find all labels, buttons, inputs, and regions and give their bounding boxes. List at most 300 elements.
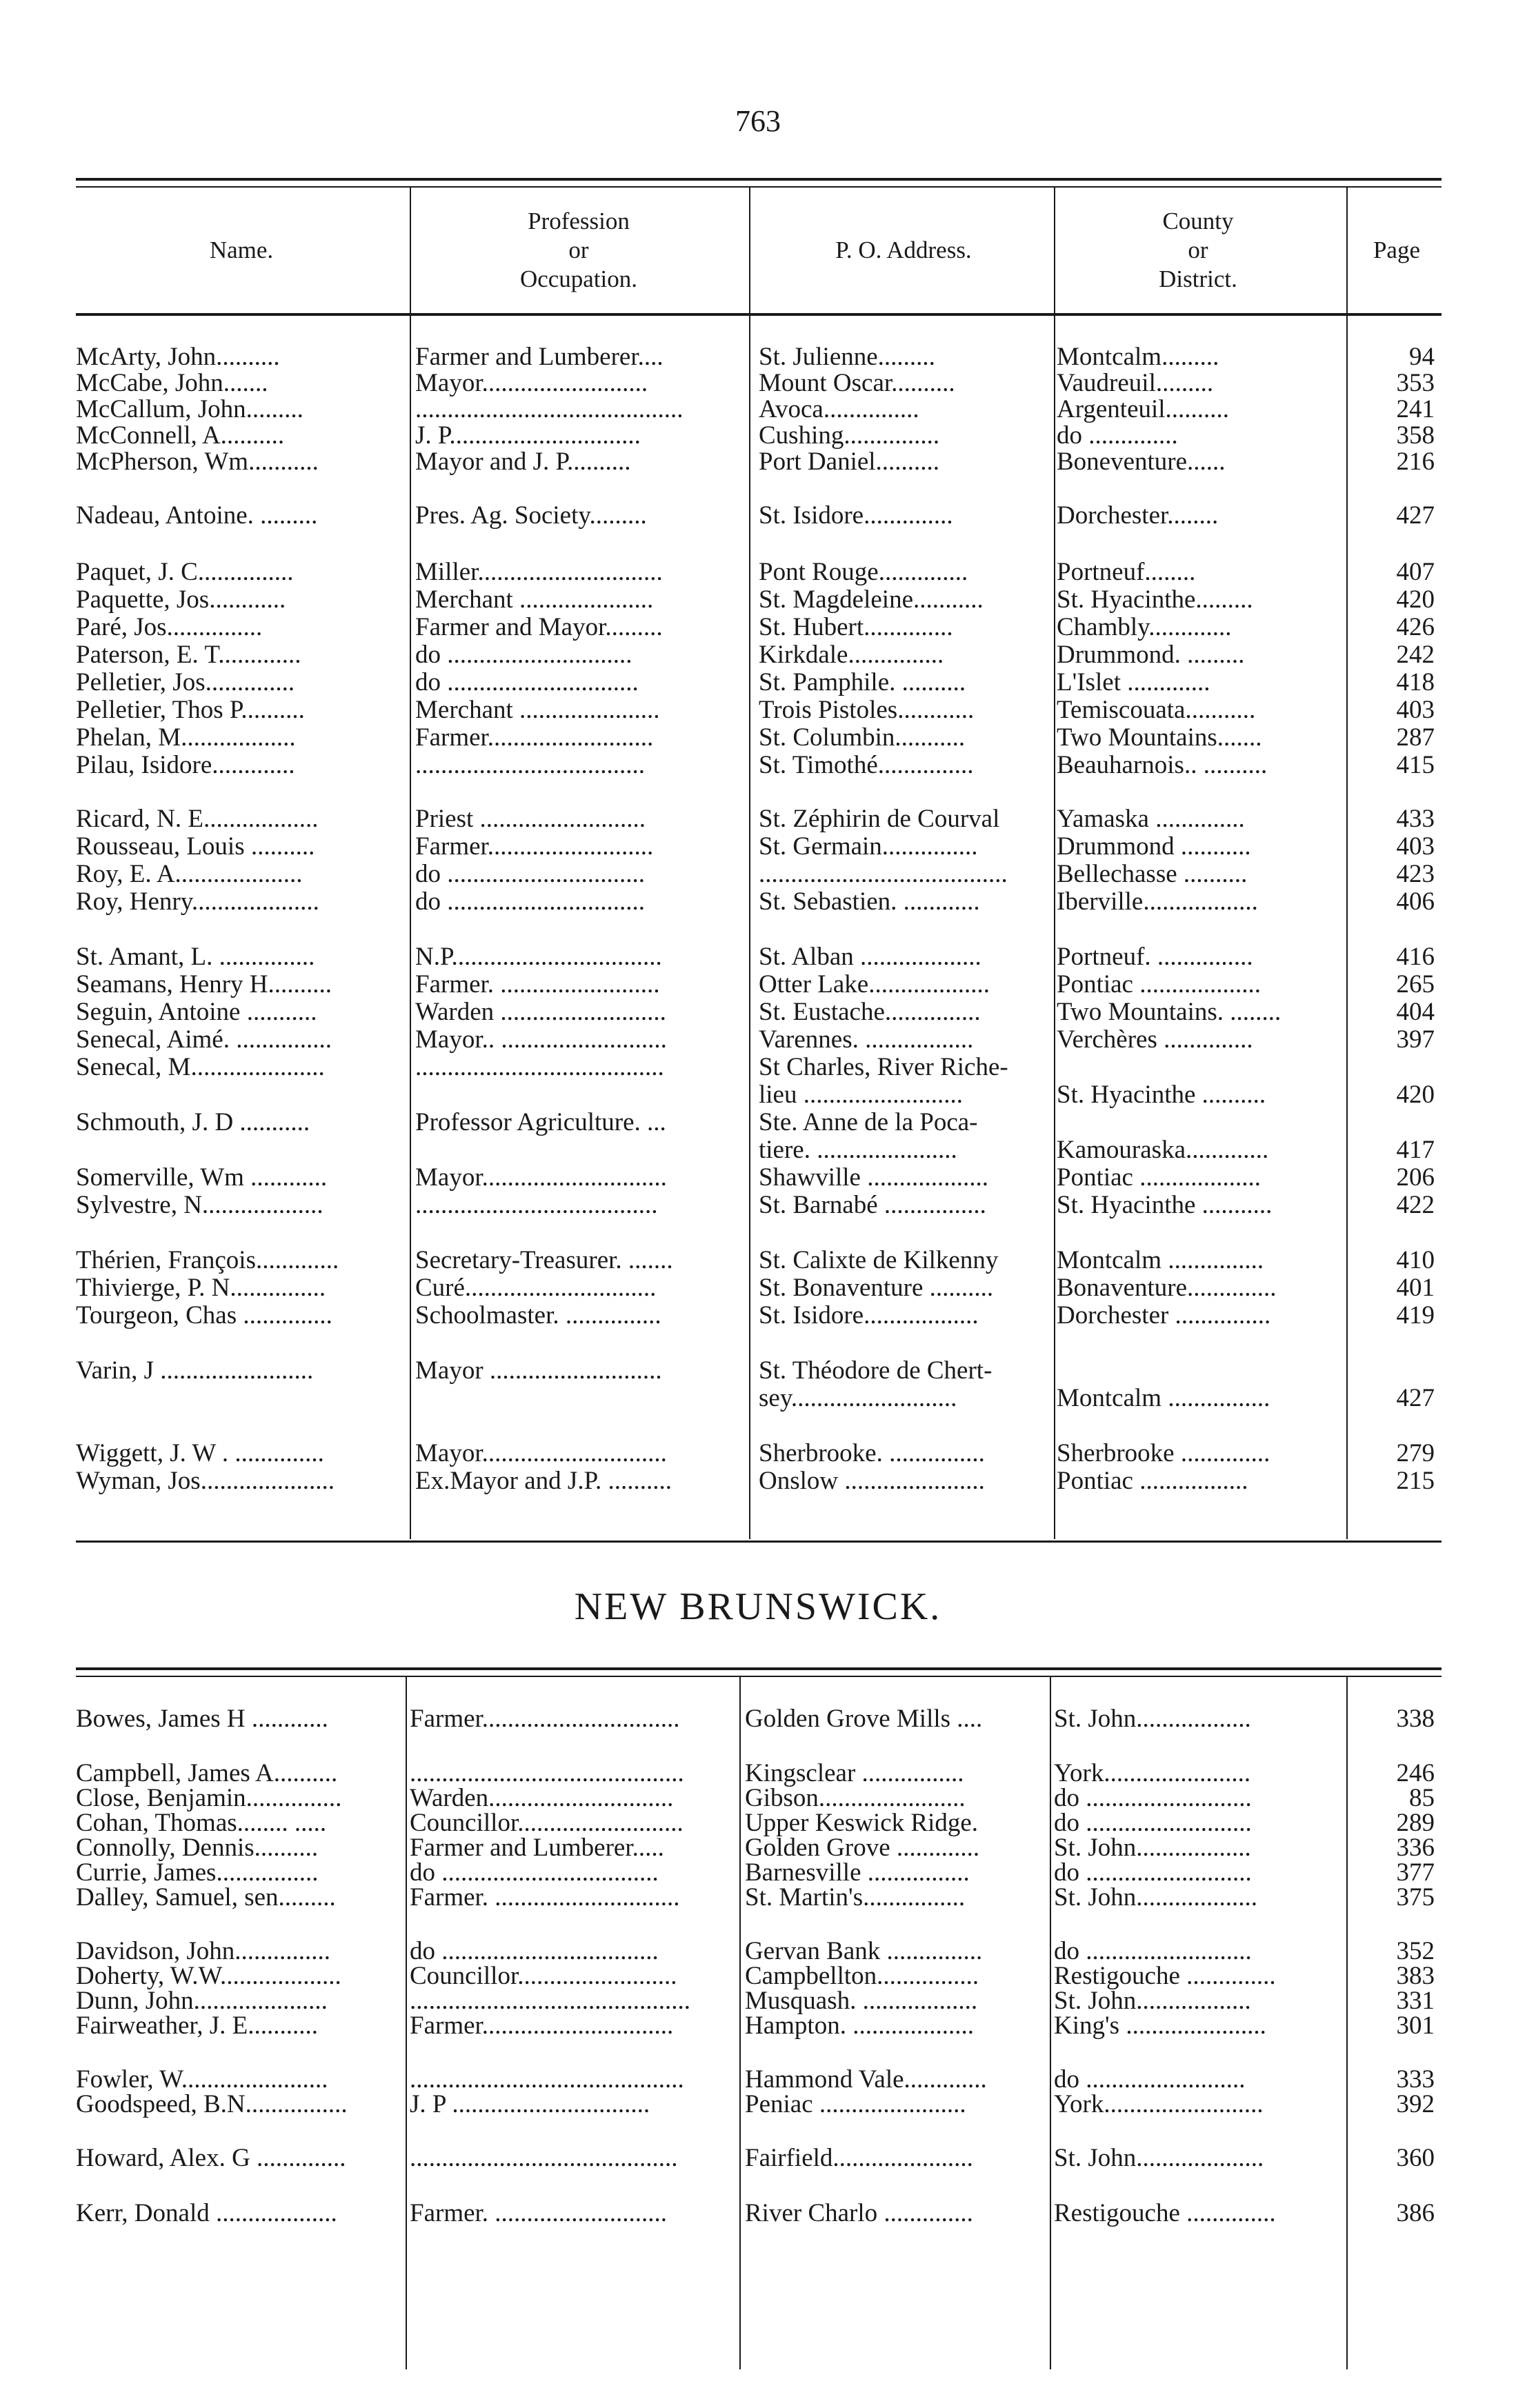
po-address-cell: Barnesville ................ [745,1859,970,1887]
name-cell: Pelletier, Thos P.......... [76,696,305,724]
po-address-cell: Onslow ...................... [759,1467,985,1495]
profession-cell: Farmer and Mayor......... [415,614,663,641]
name-cell: Paré, Jos............... [76,614,263,641]
po-address-cell: St. Barnabé ................ [759,1192,986,1219]
county-cell: Sherbrooke .............. [1057,1440,1270,1467]
page-cell: 331 [1396,1987,1435,2015]
county-cell: St. Hyacinthe ........... [1057,1192,1273,1219]
profession-cell: do ............................... [415,861,645,888]
profession-cell: Mayor and J. P.......... [415,448,631,476]
page-cell: 94 [1409,343,1435,371]
po-address-cell: St. Sebastien. ............ [759,888,980,916]
po-address-cell: St. Théodore de Chert- [759,1357,993,1385]
county-cell: Temiscouata........... [1057,696,1256,724]
po-address-cell: Kingsclear ................ [745,1760,964,1787]
po-address-cell: Musquash. .................. [745,1987,978,2015]
county-cell: Pontiac ................... [1057,1164,1261,1192]
po-address-cell: Golden Grove ............. [745,1834,980,1862]
table-row [76,641,1442,669]
page-cell: 433 [1396,805,1435,833]
table-row [76,1884,1442,1912]
page-cell: 279 [1396,1440,1435,1467]
county-cell: do .......................... [1054,1785,1252,1812]
top-rule [76,1667,1442,1670]
profession-cell: Farmer.......................... [415,833,654,861]
name-cell: Nadeau, Antoine. ......... [76,502,318,530]
page-cell: 406 [1396,888,1435,916]
table-row [76,971,1442,999]
county-cell: St. John................... [1054,1884,1258,1912]
table-row [76,1938,1442,1965]
po-address-cell: St. Pamphile. .......... [759,669,966,696]
county-cell: Montcalm......... [1057,343,1219,371]
profession-cell: J. P ............................... [410,2091,650,2118]
name-cell: Phelan, M.................. [76,724,296,752]
po-address-cell: River Charlo .............. [745,2200,973,2227]
profession-cell: ........................................... [410,1760,684,1787]
profession-cell: Mayor............................. [415,1164,667,1192]
page-cell: 397 [1396,1026,1435,1054]
page-cell: 404 [1396,999,1435,1026]
profession-cell: Councillor.......................... [410,1809,684,1837]
name-cell: Pilau, Isidore............. [76,752,295,779]
name-cell: Campbell, James A.......... [76,1760,338,1787]
county-cell: Restigouche .............. [1054,2200,1276,2227]
po-address-cell: Gervan Bank ............... [745,1938,983,1965]
name-cell: Paquet, J. C............... [76,559,294,586]
po-address-cell: Otter Lake................... [759,971,990,999]
county-cell: Portneuf. ............... [1057,943,1253,971]
table-row [76,1834,1442,1862]
profession-cell: do .............................. [415,669,639,696]
profession-cell: N.P................................. [415,943,662,971]
page-cell: 427 [1396,1385,1435,1412]
profession-cell: do .................................. [410,1859,659,1887]
po-address-cell: St. Calixte de Kilkenny [759,1247,999,1274]
name-cell: Howard, Alex. G .............. [76,2145,346,2172]
profession-cell: .......................................... [410,2145,678,2172]
page-cell: 241 [1396,396,1435,423]
table-row [76,1026,1442,1054]
profession-cell: .......................................... [415,396,684,423]
county-cell: L'Islet ............. [1057,669,1210,696]
po-address-cell: Avoca............... [759,396,919,423]
name-cell: Sylvestre, N................... [76,1192,323,1219]
county-cell: Boneventure...... [1057,448,1226,476]
profession-cell: Secretary-Treasurer. ....... [415,1247,673,1274]
name-cell: Roy, Henry.................... [76,888,319,916]
name-cell: Senecal, M..................... [76,1054,325,1081]
name-cell: Seguin, Antoine ........... [76,999,317,1026]
county-cell: Dorchester........ [1057,502,1219,530]
table-row [76,559,1442,586]
profession-cell: ...................................... [415,1192,658,1219]
county-cell: York......................... [1054,2091,1264,2118]
page-cell: 407 [1396,559,1435,586]
table-row [76,2145,1442,2172]
page-cell: 392 [1396,2091,1435,2118]
po-address-cell: lieu ......................... [759,1081,963,1109]
profession-cell: J. P.............................. [415,422,641,450]
profession-cell: Ex.Mayor and J.P. .......... [415,1467,672,1495]
profession-cell: Farmer and Lumberer..... [410,1834,664,1862]
profession-cell: Farmer............................... [410,1705,680,1733]
page-cell: 216 [1396,448,1435,476]
name-cell: Fairweather, J. E........... [76,2012,318,2040]
county-cell: Bonaventure.............. [1057,1274,1277,1302]
table-row [76,805,1442,833]
name-cell: Wiggett, J. W . .............. [76,1440,324,1467]
table-row [76,343,1442,371]
page-cell: 419 [1396,1302,1435,1330]
page-cell: 360 [1396,2145,1435,2172]
table-row [76,752,1442,779]
table-row [76,448,1442,476]
profession-cell: Mayor.. .......................... [415,1026,667,1054]
po-address-cell: Trois Pistoles............ [759,696,975,724]
po-address-cell: St. Columbin........... [759,724,966,752]
po-address-cell: St. Hubert.............. [759,614,953,641]
table-row [76,1467,1442,1495]
table-row [76,1192,1442,1219]
profession-cell: ........................................... [410,2066,684,2094]
table-row [76,1785,1442,1812]
header-page: Page [1373,237,1421,263]
profession-cell: Farmer. ............................. [410,1884,680,1912]
county-cell: Pontiac ................... [1057,971,1261,999]
table-row [76,1963,1442,1990]
profession-cell: .................................... [415,752,645,779]
profession-cell: Priest .......................... [415,805,646,833]
table-row [76,1136,1442,1164]
page-cell: 415 [1396,752,1435,779]
po-address-cell: Ste. Anne de la Poca- [759,1109,978,1136]
po-address-cell: St. Germain............... [759,833,978,861]
name-cell: Tourgeon, Chas .............. [76,1302,332,1330]
table-row [76,888,1442,916]
page-cell: 418 [1396,669,1435,696]
name-cell: Pelletier, Jos.............. [76,669,295,696]
page-cell: 416 [1396,943,1435,971]
page-cell: 301 [1396,2012,1435,2040]
name-cell: Somerville, Wm ............ [76,1164,328,1192]
table-row [76,1164,1442,1192]
po-address-cell: St. Julienne......... [759,343,935,371]
bottom-rule [76,1541,1442,1543]
page-cell: 265 [1396,971,1435,999]
po-address-cell: St. Isidore.............. [759,502,953,530]
name-cell: Davidson, John............... [76,1938,330,1965]
page-cell: 420 [1396,586,1435,614]
top-rule-thin [76,1676,1442,1677]
name-cell: McArty, John.......... [76,343,280,371]
page-cell: 353 [1396,370,1435,397]
page-cell: 358 [1396,422,1435,450]
county-cell: Montcalm ................ [1057,1385,1270,1412]
name-cell: Dalley, Samuel, sen......... [76,1884,336,1912]
table-row [76,999,1442,1026]
page-cell: 242 [1396,641,1435,669]
po-address-cell: Gibson....................... [745,1785,966,1812]
profession-cell: Warden............................. [410,1785,674,1812]
po-address-cell: St. Isidore.................. [759,1302,979,1330]
county-cell: Pontiac ................. [1057,1467,1248,1495]
top-rule [76,178,1442,181]
po-address-cell: Shawville ................... [759,1164,988,1192]
profession-cell: Councillor......................... [410,1963,677,1990]
table-row [76,1385,1442,1412]
table-row [76,370,1442,397]
county-cell: Dorchester ............... [1057,1302,1271,1330]
po-address-cell: Kirkdale............... [759,641,944,669]
table-row [76,724,1442,752]
profession-cell: Pres. Ag. Society......... [415,502,647,530]
profession-cell: ............................................ [410,1987,690,2015]
table-row [76,614,1442,641]
county-cell: Montcalm ............... [1057,1247,1264,1274]
table-row [76,2066,1442,2094]
po-address-cell: St. Alban ................... [759,943,981,971]
profession-cell: Professor Agriculture. ... [415,1109,666,1136]
table-row [76,696,1442,724]
county-cell: St. John.................. [1054,1705,1251,1733]
po-address-cell: Fairfield...................... [745,2145,973,2172]
name-cell: Doherty, W.W................... [76,1963,341,1990]
name-cell: Connolly, Dennis.......... [76,1834,319,1862]
county-cell: St. John.................. [1054,1987,1251,2015]
page-cell: 333 [1396,2066,1435,2094]
po-address-cell: Golden Grove Mills .... [745,1705,983,1733]
table-row [76,1705,1442,1733]
county-cell: St. John.................. [1054,1834,1251,1862]
profession-cell: Miller............................. [415,559,663,586]
page-cell: 423 [1396,861,1435,888]
table-row [76,1302,1442,1330]
table-row [76,1081,1442,1109]
name-cell: Seamans, Henry H.......... [76,971,332,999]
po-address-cell: sey.......................... [759,1385,957,1412]
county-cell: do ......................... [1054,2066,1246,2094]
page-cell: 289 [1396,1809,1435,1837]
county-cell: Beauharnois.. .......... [1057,752,1268,779]
name-cell: Thérien, François............. [76,1247,339,1274]
table-row [76,833,1442,861]
new-brunswick-directory-table [76,1667,1442,2371]
po-address-cell: St. Bonaventure .......... [759,1274,994,1302]
page-cell: 410 [1396,1247,1435,1274]
county-cell: York....................... [1054,1760,1251,1787]
page-cell: 403 [1396,696,1435,724]
county-cell: Kamouraska............. [1057,1136,1269,1164]
profession-cell: do .................................. [410,1938,659,1965]
table-row [76,1809,1442,1837]
name-cell: McPherson, Wm........... [76,448,319,476]
po-address-cell: Upper Keswick Ridge. [745,1809,979,1837]
page-cell: 426 [1396,614,1435,641]
po-address-cell: St. Timothé............... [759,752,974,779]
county-cell: Yamaska .............. [1057,805,1245,833]
table-row [76,1859,1442,1887]
table-row [76,1247,1442,1274]
county-cell: Argenteuil.......... [1057,396,1230,423]
profession-cell: ....................................... [415,1054,664,1081]
table-row [76,2091,1442,2118]
header-profession: Profession or Occupation. [519,208,638,292]
profession-cell: Merchant ..................... [415,586,654,614]
header-po-address: P. O. Address. [835,237,972,263]
county-cell: Bellechasse .......... [1057,861,1248,888]
table-row [76,1987,1442,2015]
name-cell: Kerr, Donald ................... [76,2200,337,2227]
page-cell: 422 [1396,1192,1435,1219]
profession-cell: Farmer and Lumberer.... [415,343,664,371]
name-cell: Paterson, E. T............. [76,641,301,669]
county-cell: Portneuf........ [1057,559,1196,586]
profession-cell: Farmer. ........................... [410,2200,668,2227]
page-cell: 427 [1396,502,1435,530]
county-cell: Restigouche .............. [1054,1963,1276,1990]
page-cell: 287 [1396,724,1435,752]
name-cell: Ricard, N. E.................. [76,805,319,833]
profession-cell: do ............................... [415,888,645,916]
page-cell: 401 [1396,1274,1435,1302]
page-cell: 336 [1396,1834,1435,1862]
po-address-cell: Hammond Vale............. [745,2066,987,2094]
profession-cell: Mayor............................. [415,1440,667,1467]
name-cell: McCallum, John......... [76,396,303,423]
page-cell: 206 [1396,1164,1435,1192]
table-row [76,1760,1442,1787]
po-address-cell: St Charles, River Riche- [759,1054,1008,1081]
name-cell: Thivierge, P. N............... [76,1274,326,1302]
page-cell: 375 [1396,1884,1435,1912]
page-cell: 215 [1396,1467,1435,1495]
county-cell: Drummond. ......... [1057,641,1245,669]
county-cell: do .......................... [1054,1938,1252,1965]
name-cell: Senecal, Aimé. ............... [76,1026,332,1054]
name-cell: Close, Benjamin............... [76,1785,342,1812]
county-cell: Vaudreuil......... [1057,370,1214,397]
county-cell: St. Hyacinthe .......... [1057,1081,1266,1109]
page-cell: 420 [1396,1081,1435,1109]
profession-cell: Farmer.......................... [415,724,654,752]
po-address-cell: ....................................... [759,861,1008,888]
table-row [76,396,1442,423]
page-cell: 352 [1396,1938,1435,1965]
page-cell: 85 [1409,1785,1435,1812]
name-cell: Paquette, Jos............ [76,586,286,614]
header-name: Name. [209,237,274,263]
header-rule [76,313,1442,316]
po-address-cell: St. Martin's................ [745,1884,966,1912]
table-row [76,1054,1442,1081]
profession-cell: Farmer.............................. [410,2012,674,2040]
profession-cell: Warden .......................... [415,999,666,1026]
county-cell: do .......................... [1054,1809,1252,1837]
table-row [76,1109,1442,1136]
name-cell: Wyman, Jos..................... [76,1467,335,1495]
profession-cell: Mayor.......................... [415,370,648,397]
profession-cell: Merchant ...................... [415,696,660,724]
po-address-cell: Cushing............... [759,422,940,450]
page-cell: 403 [1396,833,1435,861]
page-cell: 383 [1396,1963,1435,1990]
name-cell: Fowler, W....................... [76,2066,328,2094]
page-cell: 386 [1396,2200,1435,2227]
name-cell: Currie, James................ [76,1859,319,1887]
page-cell: 417 [1396,1136,1435,1164]
po-address-cell: Peniac ....................... [745,2091,966,2118]
section-title: NEW BRUNSWICK. [574,1585,942,1628]
name-cell: Varin, J ........................ [76,1357,314,1385]
page-cell: 377 [1396,1859,1435,1887]
table-row [76,1274,1442,1302]
county-cell: Two Mountains....... [1057,724,1262,752]
profession-cell: Farmer. ......................... [415,971,660,999]
county-cell: Verchères .............. [1057,1026,1253,1054]
county-cell: Iberville.................. [1057,888,1258,916]
name-cell: McConnell, A.......... [76,422,285,450]
header-county: County or District. [1159,208,1237,292]
table-row [76,1440,1442,1467]
po-address-cell: Hampton. ................... [745,2012,974,2040]
page-cell: 246 [1396,1760,1435,1787]
page-cell: 338 [1396,1705,1435,1733]
table-row [76,2200,1442,2227]
po-address-cell: Campbellton................ [745,1963,979,1990]
po-address-cell: St. Zéphirin de Courval [759,805,1000,833]
po-address-cell: St. Eustache............... [759,999,981,1026]
profession-cell: Schoolmaster. ............... [415,1302,661,1330]
po-address-cell: Varennes. ................. [759,1026,974,1054]
county-cell: King's ...................... [1054,2012,1266,2040]
name-cell: Cohan, Thomas........ ..... [76,1809,327,1837]
table-row [76,586,1442,614]
name-cell: Schmouth, J. D ........... [76,1109,310,1136]
profession-cell: Mayor ........................... [415,1357,662,1385]
page-number: 763 [735,104,781,138]
po-address-cell: tiere. ...................... [759,1136,957,1164]
name-cell: Roy, E. A.................... [76,861,303,888]
name-cell: Dunn, John..................... [76,1987,328,2015]
table-row [76,422,1442,450]
name-cell: Rousseau, Louis .......... [76,833,315,861]
table-row [76,669,1442,696]
profession-cell: Curé.............................. [415,1274,657,1302]
table-row [76,1357,1442,1385]
name-cell: McCabe, John....... [76,370,268,397]
county-cell: Drummond ........... [1057,833,1251,861]
county-cell: do .......................... [1054,1859,1252,1887]
name-cell: St. Amant, L. ............... [76,943,315,971]
po-address-cell: Sherbrooke. ............... [759,1440,985,1467]
county-cell: St. John.................... [1054,2145,1264,2172]
county-cell: Chambly............. [1057,614,1232,641]
table-row [76,861,1442,888]
po-address-cell: St. Magdeleine........... [759,586,984,614]
county-cell: Two Mountains. ........ [1057,999,1281,1026]
table-row [76,2012,1442,2040]
county-cell: do .............. [1057,422,1178,450]
county-cell: St. Hyacinthe......... [1057,586,1253,614]
table-row [76,502,1442,530]
name-cell: Bowes, James H ............ [76,1705,328,1733]
profession-cell: do ............................. [415,641,632,669]
name-cell: Goodspeed, B.N................ [76,2091,348,2118]
top-rule-thin [76,186,1442,188]
po-address-cell: Port Daniel.......... [759,448,940,476]
table-row [76,943,1442,971]
